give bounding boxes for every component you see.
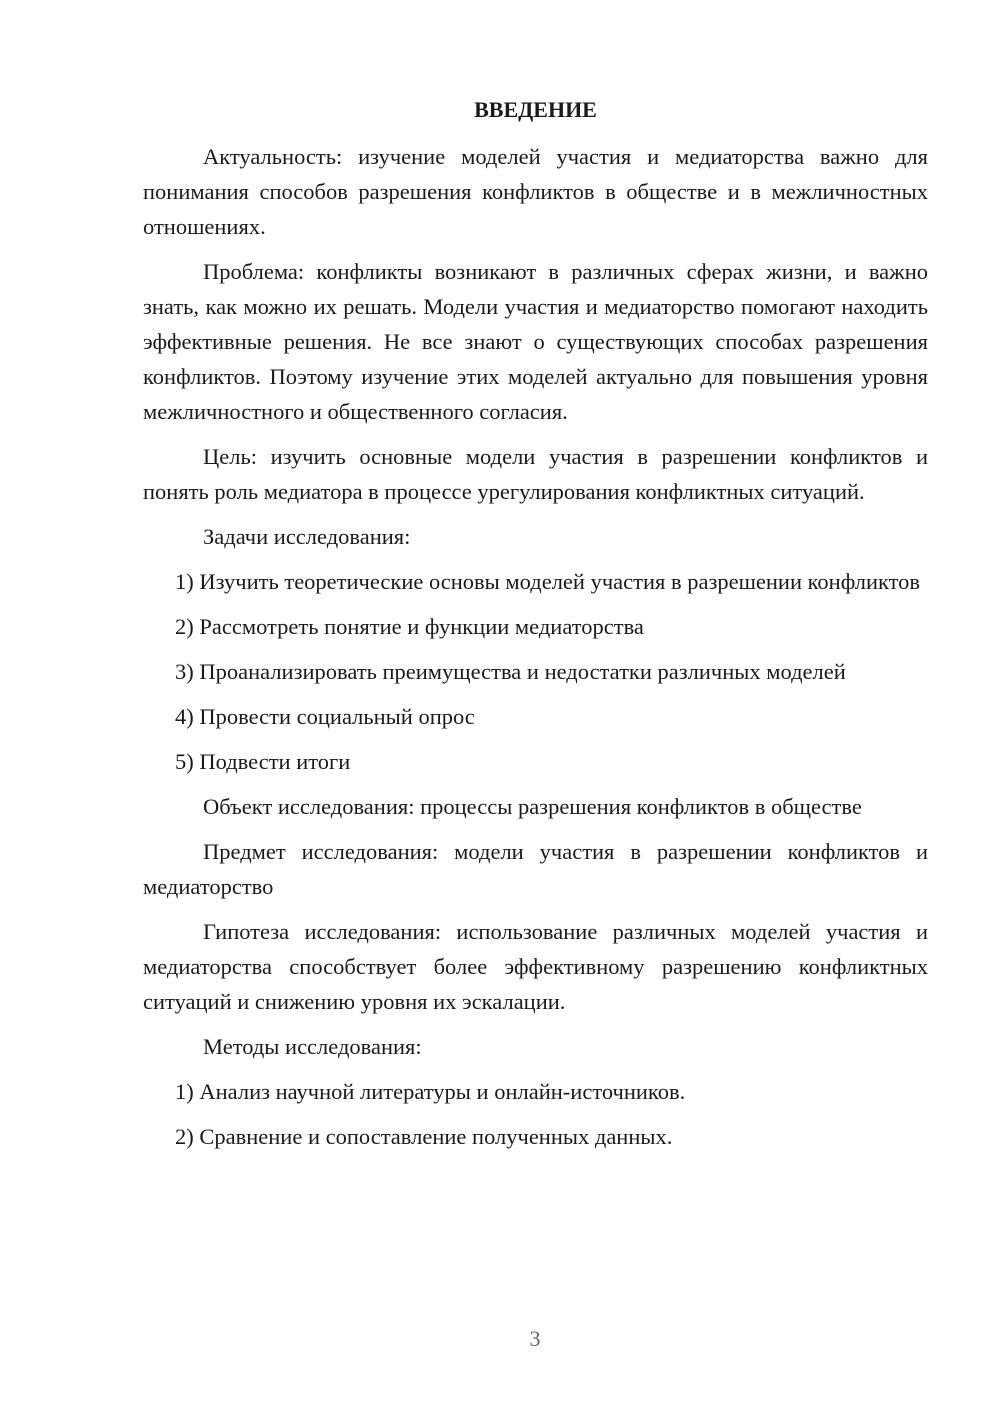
task-item-3: 3) Проанализировать преимущества и недостатки различных моделей <box>175 659 846 684</box>
relevance-paragraph: Актуальность: изучение моделей участия и медиаторства важно для понимания способов разрешения конфликтов в обществе и в межличностных отношениях. <box>143 144 928 239</box>
task-item-4: 4) Провести социальный опрос <box>175 704 475 729</box>
subject-paragraph: Предмет исследования: модели участия в разрешении конфликтов и медиаторство <box>143 839 928 899</box>
section-title: ВВЕДЕНИЕ <box>474 97 597 122</box>
object-paragraph: Объект исследования: процессы разрешения конфликтов в обществе <box>203 794 862 819</box>
task-item-2: 2) Рассмотреть понятие и функции медиаторства <box>175 614 644 639</box>
method-item-2: 2) Сравнение и сопоставление полученных данных. <box>175 1124 673 1149</box>
method-item-1: 1) Анализ научной литературы и онлайн-источников. <box>175 1079 686 1104</box>
tasks-heading: Задачи исследования: <box>203 524 411 549</box>
problem-paragraph: Проблема: конфликты возникают в различных сферах жизни, и важно знать, как можно их решать. Модели участия и медиаторство помогают находить эффективные решения. Не все знают о существующих способах разрешения конфликтов. Поэтому изучение этих моделей актуально для повышения уровня межличностного и общественного согласия. <box>143 259 928 424</box>
task-item-5: 5) Подвести итоги <box>175 749 351 774</box>
task-item-1: 1) Изучить теоретические основы моделей участия в разрешении конфликтов <box>175 569 921 594</box>
document-page <box>143 95 928 1164</box>
page-number: 3 <box>529 1326 541 1351</box>
hypothesis-paragraph: Гипотеза исследования: использование различных моделей участия и медиаторства способствует более эффективному разрешению конфликтных ситуаций и снижению уровня их эскалации. <box>143 919 928 1014</box>
methods-heading: Методы исследования: <box>203 1034 422 1059</box>
goal-paragraph: Цель: изучить основные модели участия в разрешении конфликтов и понять роль медиатора в процессе урегулирования конфликтных ситуаций. <box>143 444 928 504</box>
